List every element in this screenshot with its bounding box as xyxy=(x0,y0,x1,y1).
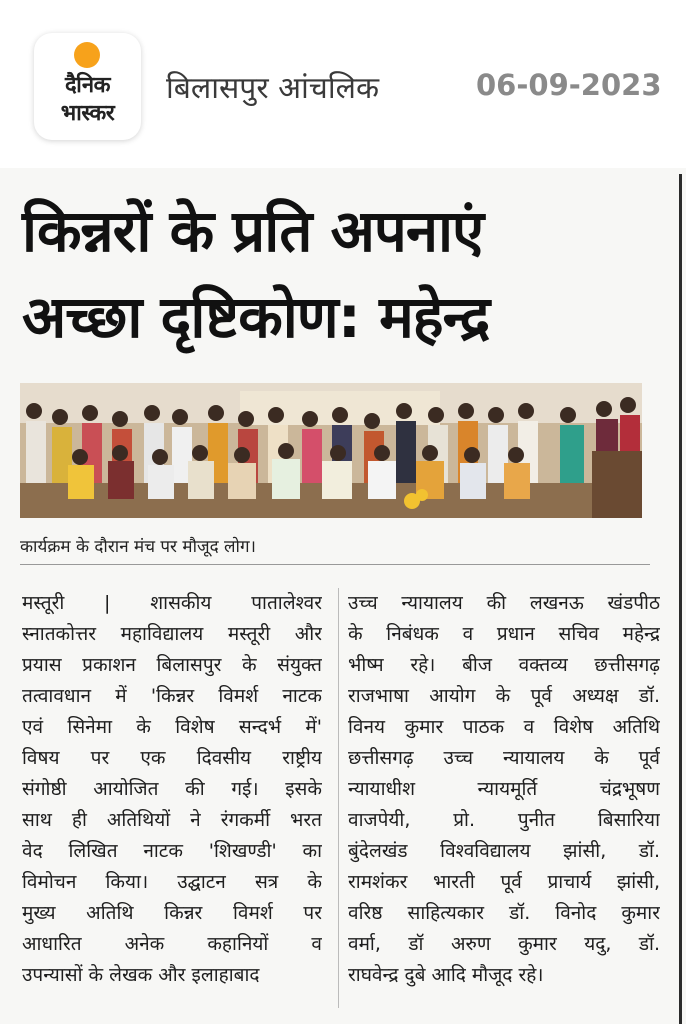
article-line: न्यायाधीश न्यायमूर्ति चंद्रभूषण xyxy=(348,778,660,800)
article-line: के निबंधक व प्रधान सचिव महेन्द्र xyxy=(348,623,660,645)
article-column-right xyxy=(348,588,660,991)
event-photo-graphic xyxy=(20,383,642,518)
article-line: विमोचन किया। उद्घाटन सत्र के xyxy=(22,871,322,893)
article-line: राजभाषा आयोग के पूर्व अध्यक्ष डॉ. xyxy=(348,685,660,707)
article-line: साथ ही अतिथियों ने रंगकर्मी भरत xyxy=(22,809,322,831)
article-line: विनय कुमार पाठक व विशेष अतिथि xyxy=(348,716,660,738)
dainik-bhaskar-logo[interactable] xyxy=(34,33,141,140)
article-line: रामशंकर भारती पूर्व प्राचार्य झांसी, xyxy=(348,871,660,893)
article-line: राघवेन्द्र दुबे आदि मौजूद रहे। xyxy=(348,964,544,986)
newspaper-clipping xyxy=(0,168,686,1024)
article-line: वाजपेयी, प्रो. पुनीत बिसारिया xyxy=(348,809,660,831)
article-line: एवं सिनेमा के विशेष सन्दर्भ में' xyxy=(22,716,322,738)
caption-divider xyxy=(20,564,650,565)
article-line: स्नातकोत्तर महाविद्यालय मस्तूरी और xyxy=(22,623,322,645)
article-line: भीष्म रहे। बीज वक्तव्य छत्तीसगढ़ xyxy=(348,654,660,676)
logo-text-line2: भास्कर xyxy=(60,101,115,126)
article-line: विषय पर एक दिवसीय राष्ट्रीय xyxy=(22,747,322,769)
article-line: वरिष्ठ साहित्यकार डॉ. विनोद कुमार xyxy=(348,902,660,924)
sun-icon xyxy=(74,42,100,68)
clipping-edge xyxy=(679,174,682,1024)
edition-date: 06-09-2023 xyxy=(476,68,662,102)
article-line: आधारित अनेक कहानियों व xyxy=(22,933,322,955)
article-line: संगोष्ठी आयोजित की गई। इसके xyxy=(22,778,322,800)
article-line: प्रयास प्रकाशन बिलासपुर के संयुक्त xyxy=(22,654,322,676)
photo-caption: कार्यक्रम के दौरान मंच पर मौजूद लोग। xyxy=(20,537,256,557)
article-line: बुंदेलखंड विश्वविद्यालय झांसी, डॉ. xyxy=(348,840,660,862)
article-line: मस्तूरी | शासकीय पातालेश्वर xyxy=(22,592,322,614)
headline-line1: किन्नरों के प्रति अपनाएं xyxy=(22,197,484,265)
headline xyxy=(22,188,662,360)
column-divider xyxy=(338,588,339,1008)
app-header xyxy=(0,0,686,160)
article-line: तत्वावधान में 'किन्नर विमर्श नाटक xyxy=(22,685,322,707)
edition-title: बिलासपुर आंचलिक xyxy=(166,71,379,106)
article-line: मुख्य अतिथि किन्नर विमर्श पर xyxy=(22,902,322,924)
logo-text-line1: दैनिक xyxy=(65,73,110,98)
article-column-left xyxy=(22,588,322,991)
article-line: वेद लिखित नाटक 'शिखण्डी' का xyxy=(22,840,322,862)
headline-line2: अच्छा दृष्टिकोण: महेन्द्र xyxy=(22,283,490,351)
event-photo[interactable] xyxy=(20,383,642,518)
article-line: छत्तीसगढ़ उच्च न्यायालय के पूर्व xyxy=(348,747,660,769)
article-line: वर्मा, डॉ अरुण कुमार यदु, डॉ. xyxy=(348,933,660,955)
article-line: उपन्यासों के लेखक और इलाहाबाद xyxy=(22,964,260,986)
article-line: उच्च न्यायालय की लखनऊ खंडपीठ xyxy=(348,592,660,614)
